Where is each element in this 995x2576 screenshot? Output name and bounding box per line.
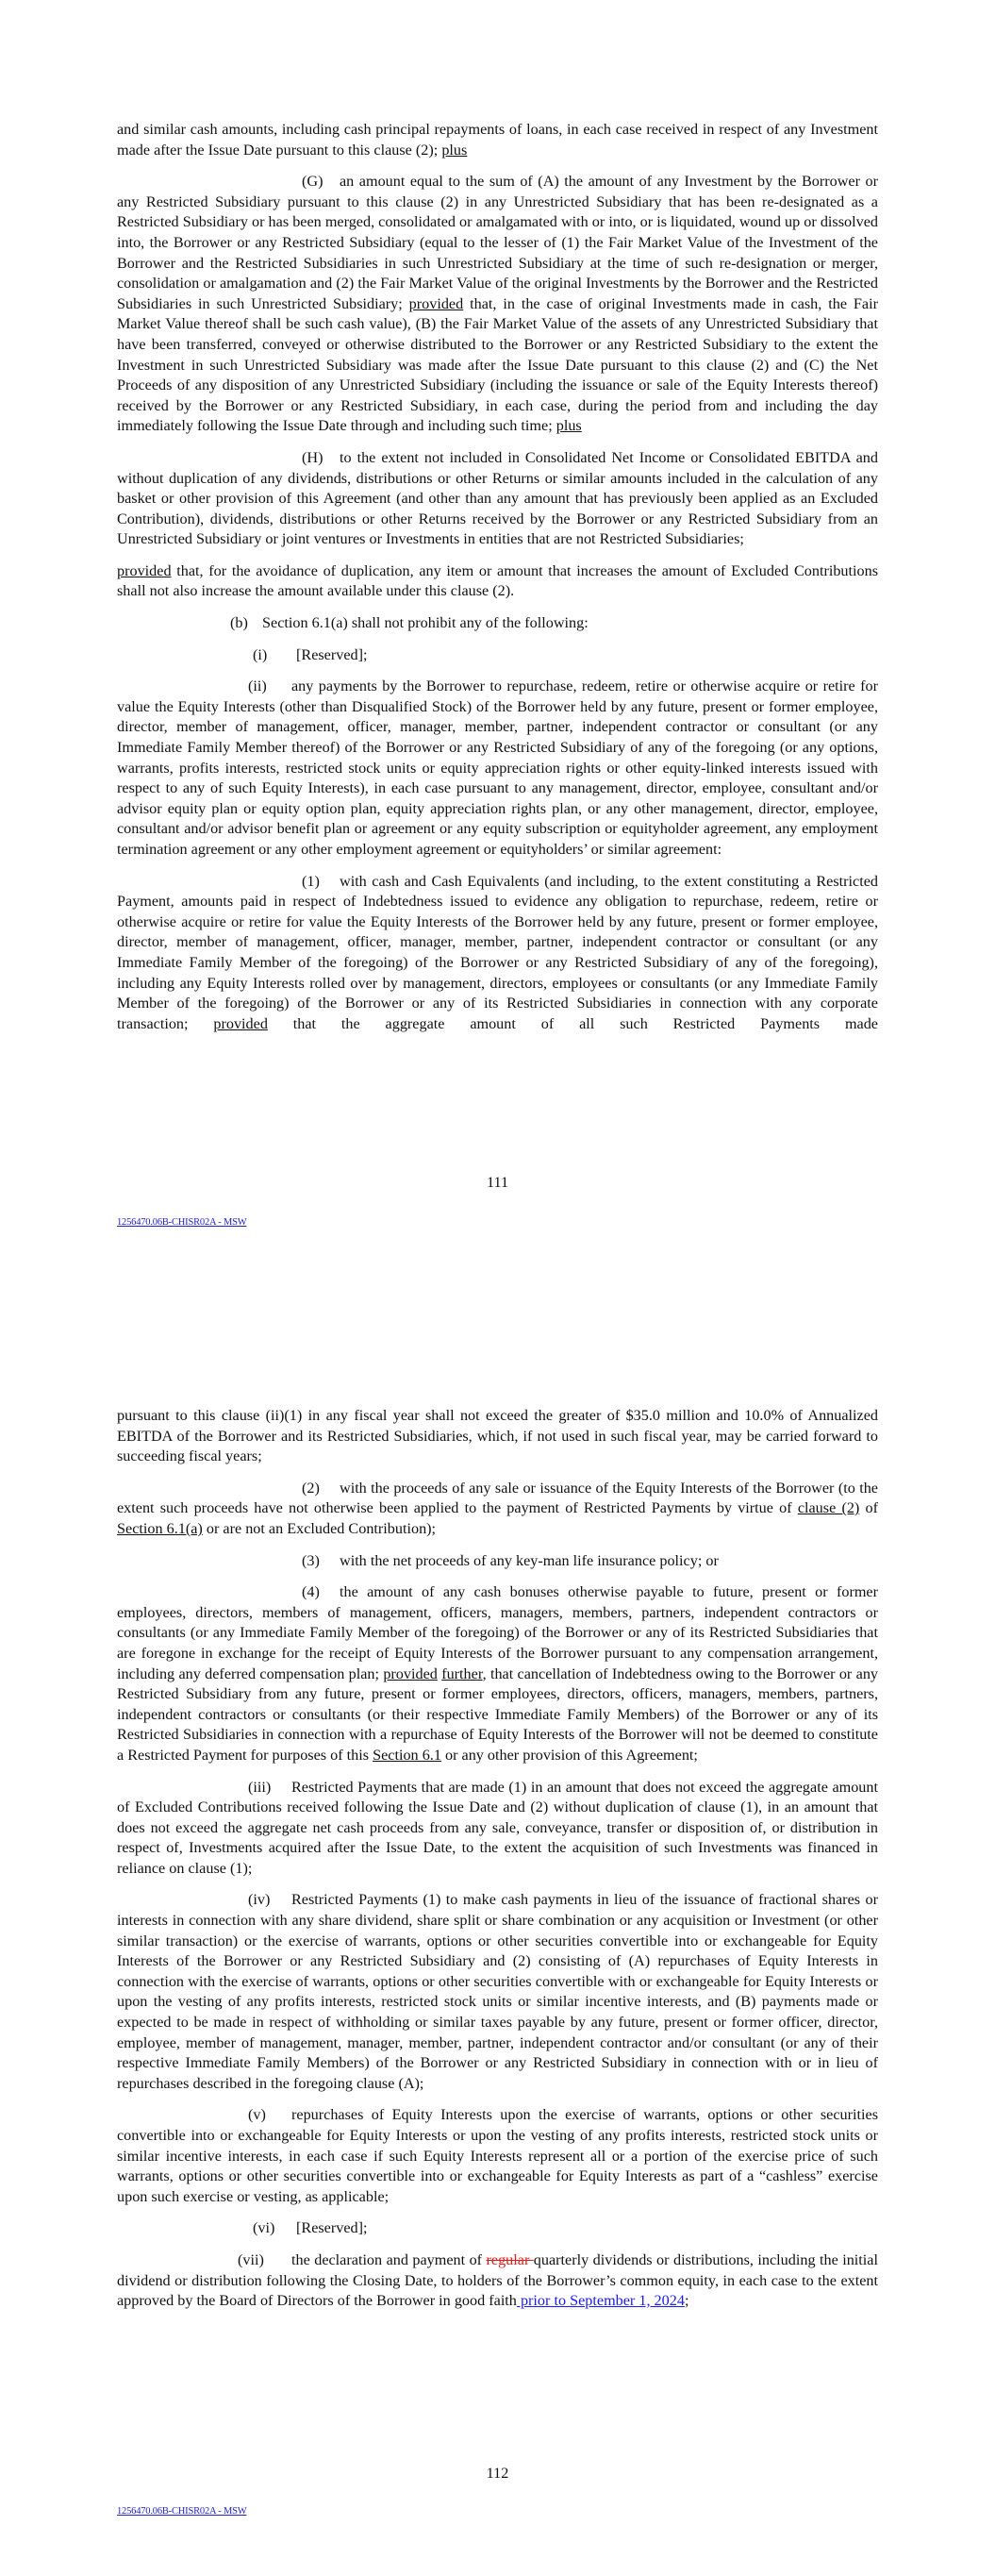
paragraph-clause-iii: (iii) Restricted Payments that are made (1) in an amount that does not exceed the aggregate amount of Excluded Contributions received following the Issue Date and (2) without duplication of clause (1), in an amount that does not exceed the aggregate net cash proceeds from any sale, conveyance, transfer or disposition of, or distribution in respect of, Investments acquired after the Issue Date, to the extent the acquisition of such Investments was financed in reliance on clause (1);: [117, 1778, 878, 1877]
paragraph-clause-ii-3: (3) with the net proceeds of any key-man life insurance policy; or: [117, 1551, 878, 1572]
section-6-1-a-reference: Section 6.1(a): [117, 1519, 203, 1537]
clause-label-4: (4): [302, 1583, 320, 1601]
further-term: further: [441, 1664, 483, 1682]
paragraph-clause-ii-1: (1) with cash and Cash Equivalents (and including, to the extent constituting a Restricted Payment, amounts paid in respect of Indebtedness issued to evidence any obligation to repurchase, redeem, retire or otherwise acquire or retire for value the Equity Interests of the Borrower held by any future, present or former employee, director, member of management, officer, manager, member, partner, independent contractor or consultant (or any Immediate Family Member of the foregoing) of the Borrower or any Restricted Subsidiary of any of the foregoing), including any Equity Interests rolled over by management, directors, employees or consultants (or any Immediate Family Member of the foregoing) of the Borrower or any of its Restricted Subsidiaries in connection with any corporate transaction; provided that the aggregate amount of all such Restricted Payments made: [117, 872, 878, 1032]
provided-term: provided: [408, 294, 464, 312]
clause-label-i: (i): [253, 645, 268, 663]
paragraph-clause-v: (v) repurchases of Equity Interests upon the exercise of warrants, options or other securities convertible into or exchangeable for Equity Interests or upon the vesting of any profits interests, restricted stock units or similar incentive interests, in each case if such Equity Interests represent all or a portion of the exercise price of such warrants, options or other securities convertible into or exchangeable for Equity Interests as part of a “cashless” exercise upon such exercise or vesting, as applicable;: [117, 2106, 878, 2205]
paragraph-clause-vii: (vii) the declaration and payment of regular quarterly dividends or distributions, including the initial dividend or distribution following the Closing Date, to holders of the Borrower’s common equity, in each case to the extent approved by the Board of Directors of the Borrower in good faith prior to September 1, 2024;: [117, 2250, 878, 2310]
paragraph-clause-ii-2: (2) with the proceeds of any sale or issuance of the Equity Interests of the Borrower (to the extent such proceeds have not otherwise been applied to the payment of Restricted Payments by virtue of clause (2) of Section 6.1(a) or are not an Excluded Contribution);: [117, 1479, 878, 1537]
clause-label-ii: (ii): [248, 677, 267, 695]
page-111: [117, 120, 878, 1045]
document-reference-link[interactable]: 1256470.06B-CHISR02A - MSW: [117, 1217, 247, 1228]
page-112: [117, 1406, 878, 2323]
clause-label-v: (v): [248, 2106, 266, 2124]
paragraph-clause-ii-4: (4) the amount of any cash bonuses otherwise payable to future, present or former employees, directors, members of management, officers, managers, members, partners, independent contractors or consultants (or any Immediate Family Member of the foregoing) of the Borrower or any of its Restricted Subsidiaries that are foregone in exchange for the receipt of Equity Interests of the Borrower pursuant to any compensation arrangement, including any deferred compensation plan; provided further, that cancellation of Indebtedness owing to the Borrower or any Restricted Subsidiary from any future, present or former employees, directors, officers, managers, members, partners, independent contractors or consultants (or their respective Immediate Family Members) of the Borrower or any of its Restricted Subsidiaries in connection with a repurchase of Equity Interests of the Borrower will not be deemed to constitute a Restricted Payment for purposes of this Section 6.1 or any other provision of this Agreement;: [117, 1583, 879, 1764]
clause-label-g: (G): [302, 173, 323, 191]
page-number: 111: [486, 1174, 509, 1191]
clause-label-2: (2): [302, 1479, 320, 1497]
document-reference-link[interactable]: 1256470.06B-CHISR02A - MSW: [117, 2506, 247, 2517]
section-6-1-reference: Section 6.1: [373, 1746, 441, 1764]
clause-label-vii: (vii): [238, 2250, 264, 2268]
clause-label-3: (3): [302, 1551, 320, 1569]
paragraph-clause-vi: (vi) [Reserved];: [117, 2218, 878, 2239]
provided-term: provided: [117, 561, 172, 579]
clause-label-b: (b): [230, 614, 248, 632]
paragraph-clause-iv: (iv) Restricted Payments (1) to make cash payments in lieu of the issuance of fractional shares or interests in connection with any share dividend, share split or share combination or any acquisition or Investment (or other similar transaction) or the exercise of warrants, options or other securities convertible into or exchangeable for Equity Interests of the Borrower or any Restricted Subsidiary and (2) consisting of (A) repurchases of Equity Interests in connection with the exercise of warrants, options or other securities convertible with or exchangeable for Equity Interests or upon the vesting of any profits interests, restricted stock units or similar incentive interests, and (B) payments made or expected to be made in respect of withholding or similar taxes payable by any future, present or former officer, director, employee, member of management, manager, member, partner, independent contractor and/or consultant (or any of their respective Immediate Family Members) of the Borrower or any Restricted Subsidiary in connection with or in lieu of repurchases described in the foregoing clause (A);: [117, 1891, 878, 2092]
paragraph-proviso: provided that, for the avoidance of duplication, any item or amount that increases the amount of Excluded Contributions shall not also increase the amount available under this clause (2).: [117, 561, 878, 600]
clause-label-iv: (iv): [248, 1891, 271, 1909]
clause-label-h: (H): [302, 448, 323, 466]
provided-term: provided: [383, 1664, 438, 1682]
paragraph-section-b: (b) Section 6.1(a) shall not prohibit any of the following:: [117, 613, 878, 634]
plus-term: plus: [441, 141, 468, 159]
paragraph-cont-clause-ii-1: pursuant to this clause (ii)(1) in any fiscal year shall not exceed the greater of $35.0 million and 10.0% of Annualized EBITDA of the Borrower and its Restricted Subsidiaries, which, if not used in such fiscal year, may be carried forward to succeeding fiscal years;: [117, 1407, 878, 1465]
paragraph-clause-ii: (ii) any payments by the Borrower to repurchase, redeem, retire or otherwise acquire or retire for value the Equity Interests (other than Disqualified Stock) of the Borrower held by any future, present or former employee, director, member of management, officer, manager, member, partner, independent contractor or consultant (or any Immediate Family Member thereof) of the Borrower or any Restricted Subsidiary of any of the foregoing (or any options, warrants, profits interests, restricted stock units or equity appreciation rights or other equity-linked interests issued with respect to any of such Equity Interests), in each case pursuant to any management, director, employee, consultant and/or advisor equity plan or equity option plan, equity appreciation rights plan, or any other management, director, employee, consultant and/or advisor benefit plan or agreement or any equity subscription or equityholder agreement, any employment termination agreement or any other employment agreement or equityholders’ or similar agreement:: [117, 677, 878, 858]
deleted-text: regular: [486, 2250, 534, 2268]
clause-2-reference: clause (2): [797, 1499, 860, 1517]
clause-label-vi: (vi): [253, 2219, 275, 2237]
paragraph-clause-g: (G) an amount equal to the sum of (A) the amount of any Investment by the Borrower or any Restricted Subsidiary pursuant to this clause (2) in any Unrestricted Subsidiary that has been re-designated as a Restricted Subsidiary or has been merged, consolidated or amalgamated with or into, or is liquidated, wound up or dissolved into, the Borrower or any Restricted Subsidiary (equal to the lesser of (1) the Fair Market Value of the Investment of the Borrower and the Restricted Subsidiaries in such Unrestricted Subsidiary at the time of such re-designation or merger, consolidation or amalgamation and (2) the Fair Market Value of the original Investments by the Borrower and the Restricted Subsidiaries in such Unrestricted Subsidiary; provided that, in the case of original Investments made in cash, the Fair Market Value thereof shall be such cash value), (B) the Fair Market Value of the assets of any Unrestricted Subsidiary that have been transferred, conveyed or otherwise distributed to the Borrower or any Restricted Subsidiary to the extent the Investment in such Unrestricted Subsidiary was made after the Issue Date pursuant to this clause (2) and (C) the Net Proceeds of any disposition of any Unrestricted Subsidiary (including the issuance or sale of the Equity Interests thereof) received by the Borrower or any Restricted Subsidiary, in each case, during the period from and including the day immediately following the Issue Date through and including such time; plus: [117, 173, 878, 435]
paragraph-clause-i: (i) [Reserved];: [117, 645, 878, 666]
clause-label-iii: (iii): [248, 1778, 272, 1796]
clause-label-1: (1): [302, 872, 320, 890]
plus-term: plus: [556, 417, 582, 435]
paragraph-clause-h: (H) to the extent not included in Consolidated Net Income or Consolidated EBITDA and without duplication of any dividends, distributions or other Returns or similar amounts included in the calculation of any basket or other provision of this Agreement (and other than any amount that has previously been applied as an Excluded Contribution), dividends, distributions or other Returns received by the Borrower or any Restricted Subsidiary from an Unrestricted Subsidiary or joint ventures or Investments in entities that are not Restricted Subsidiaries;: [117, 448, 878, 548]
page-number: 112: [486, 2465, 509, 2482]
provided-term: provided: [213, 1014, 268, 1032]
inserted-text: prior to September 1, 2024: [516, 2292, 685, 2310]
paragraph-cont-clause-f: and similar cash amounts, including cash principal repayments of loans, in each case received in respect of any Investment made after the Issue Date pursuant to this clause (2); plus: [117, 121, 878, 159]
